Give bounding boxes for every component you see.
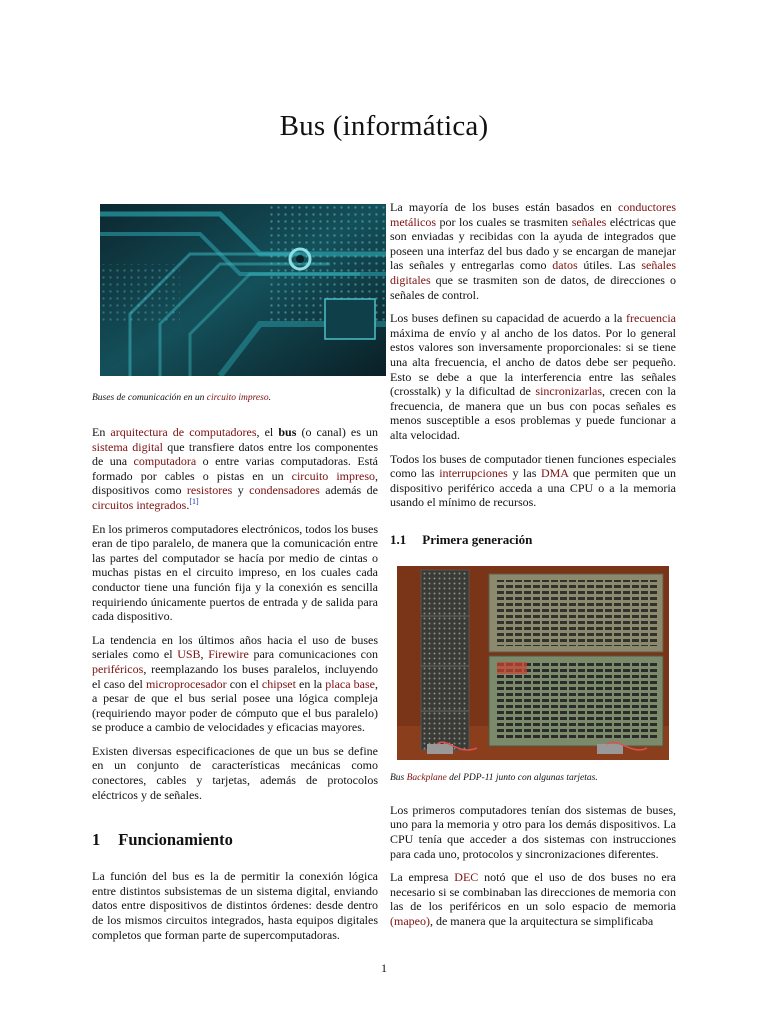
text-run: Todos los buses de computador tienen funciones especiales como las xyxy=(390,451,676,481)
text-run: y las xyxy=(507,466,541,481)
text-run: En los primeros computadores electrónicos, todos los buses eran de tipo paralelo, de manera que la comunicación entre las partes del computador se hacía por medio de cintas o muchas pistas en el circuito impreso, en los cuales cada conductor tiene una función fija y la conexión es sencilla requiriendo únicamente puertos de entrada y de salida para cada dispositivo. xyxy=(92,521,378,624)
figure-1-caption xyxy=(92,392,378,404)
figure-2-caption xyxy=(390,772,676,784)
section-1-1-paragraphs xyxy=(390,803,676,929)
text-run: La empresa xyxy=(390,870,455,885)
text-run: para comunicaciones con xyxy=(248,647,379,662)
section-1-number: 1 xyxy=(92,830,101,850)
text-run: Existen diversas especificaciones de que un bus se define en un conjunto de características mecánicas como conectores, cables y tarjetas, además de protocolos eléctricos y de señales. xyxy=(92,743,378,802)
wiki-link[interactable]: circuito impreso xyxy=(206,393,269,403)
text-run: que transfiere datos entre los componentes de una xyxy=(92,439,378,469)
text-run: , xyxy=(200,647,209,662)
text-run: útiles. Las xyxy=(577,258,642,273)
text-run: y xyxy=(232,483,250,498)
section-1-title: Funcionamiento xyxy=(118,830,233,850)
wiki-link[interactable]: arquitectura de computadores xyxy=(110,425,257,439)
paragraph xyxy=(390,803,676,861)
pdp11-backplane-photo xyxy=(397,566,669,760)
paragraph xyxy=(92,633,378,735)
wiki-link[interactable]: DEC xyxy=(454,870,479,885)
paragraph xyxy=(390,870,676,928)
text-run: Buses de comunicación en un xyxy=(92,393,207,403)
paragraph xyxy=(92,744,378,802)
text-run: Los primeros computadores tenían dos sistemas de buses, uno para la memoria y otro para los demás dispositivos. La CPU tenía que acceder a dos sistemas con instrucciones para cada uno, protocolos y sincronizaciones diferentes. xyxy=(390,802,676,861)
wiki-link[interactable]: circuitos integrados xyxy=(92,497,187,512)
text-run: máxima de envío y al ancho de los datos. Por lo general estos valores son inversamente proporcionales: si se tiene una alta frecuencia, el ancho de datos debe ser pequeño. Esto se debe a que la interferencia entre las señales (crosstalk) y la dificultad de xyxy=(390,325,676,399)
section-1-1-title: Primera generación xyxy=(422,531,533,547)
text-run: , reemplazando los buses paralelos, incluyendo el caso del xyxy=(92,661,378,691)
wiki-link[interactable]: interrupciones xyxy=(439,466,508,481)
paragraph xyxy=(390,200,676,302)
text-run: , el xyxy=(256,425,279,439)
text-run: con el xyxy=(226,676,262,691)
wiki-link[interactable]: placa base xyxy=(325,676,375,691)
paragraph xyxy=(92,869,378,942)
text-run: Bus xyxy=(390,772,407,783)
wiki-link[interactable]: Backplane xyxy=(406,772,447,783)
text-run: en la xyxy=(295,676,326,691)
wiki-link[interactable]: circuito impreso xyxy=(291,468,375,483)
wiki-link[interactable]: chipset xyxy=(261,676,296,691)
wiki-link[interactable]: microprocesador xyxy=(145,676,227,691)
paragraph xyxy=(390,452,676,510)
wiki-link[interactable]: conductores metálicos xyxy=(390,200,676,229)
text-run: eléctricas que son enviadas y recibidas con la ayuda de integrados que poseen una interfaz del bus dado y se encargan de manejar las señales y entregarlas como xyxy=(390,214,676,273)
section-1-1-heading xyxy=(390,532,676,548)
wiki-link[interactable]: periféricos xyxy=(92,661,144,676)
text-run: por los cuales se trasmiten xyxy=(435,214,572,229)
section-1-paragraphs xyxy=(92,869,378,942)
circuit-board-photo xyxy=(100,204,386,376)
right-intro-paragraphs xyxy=(390,200,676,510)
left-intro-paragraphs xyxy=(92,425,378,802)
wiki-link[interactable]: USB xyxy=(177,647,201,662)
left-column xyxy=(92,200,378,951)
wiki-link[interactable]: sincronizarlas xyxy=(535,384,603,399)
wiki-link[interactable]: señales digitales xyxy=(390,258,677,287)
text-run: notó que el uso de dos buses no era necesario si se combinaban las direcciones de memoria con las de los periféricos en un solo espacio de memoria xyxy=(390,870,676,914)
text-run: que permiten que un dispositivo periférico acceda a una CPU o a la memoria usando el mínimo de recursos. xyxy=(390,466,676,510)
page-title: Bus (informática) xyxy=(279,110,489,142)
wiki-link[interactable]: Firewire xyxy=(208,647,249,662)
wiki-link[interactable]: frecuencia xyxy=(626,311,676,326)
section-1-1-number: 1.1 xyxy=(390,531,407,547)
citation-link[interactable]: [1] xyxy=(189,496,199,506)
wiki-link[interactable]: resistores xyxy=(186,483,233,498)
wiki-link[interactable]: condensadores xyxy=(249,483,320,498)
text-run: , a pesar de que el bus serial posee una lógica compleja (requiriendo mayor poder de cómputo que el bus paralelo) se produce a cambio de velocidades y eficacias mayores. xyxy=(92,676,378,735)
text-run: Los buses definen su capacidad de acuerdo a la xyxy=(390,311,627,326)
text-run: o entre varias computadoras. Está formado por cables o pistas en un xyxy=(92,454,379,483)
wiki-link[interactable]: DMA xyxy=(540,466,569,481)
wiki-link[interactable]: sistema digital xyxy=(92,439,163,454)
text-run: La tendencia en los últimos años hacia el uso de buses seriales como el xyxy=(92,632,378,662)
text-run: , de manera que la arquitectura se simplificaba xyxy=(429,914,654,929)
text-run: , crecen con la frecuencia, de manera que un bus con pocas señales es menos susceptible a esos problemas y puede funcionar a alta velocidad. xyxy=(390,384,676,442)
text-run: que se trasmiten son de datos, de direcciones o señales de control. xyxy=(390,272,676,302)
text-run: , dispositivos como xyxy=(92,468,378,498)
wiki-link[interactable]: computadora xyxy=(133,454,197,469)
text-run: del PDP-11 junto con algunas tarjetas. xyxy=(446,772,598,783)
page-number: 1 xyxy=(381,961,387,975)
paragraph xyxy=(390,311,676,442)
paragraph xyxy=(92,425,378,513)
wiki-link[interactable]: datos xyxy=(552,258,578,273)
paragraph xyxy=(92,522,378,624)
text-run: En xyxy=(92,425,111,439)
text-run: además de xyxy=(319,483,379,498)
text-run: . xyxy=(186,497,190,512)
wiki-link[interactable]: señales xyxy=(571,214,607,229)
text-run: . xyxy=(268,393,271,403)
bold-term: bus xyxy=(278,425,297,439)
right-column xyxy=(390,200,676,938)
text-run: (o canal) es un xyxy=(296,425,378,439)
text-run: La función del bus es la de permitir la conexión lógica entre distintos subsistemas de un sistema digital, enviando datos entre dispositivos de distintos órdenes: desde dentro de los mismos circuitos integrados, hasta equipos digitales completos que forman parte de supercomputadoras. xyxy=(92,869,378,942)
wiki-link[interactable]: (mapeo) xyxy=(390,914,430,929)
section-1-heading xyxy=(92,830,378,850)
text-run: La mayoría de los buses están basados en xyxy=(390,200,619,214)
